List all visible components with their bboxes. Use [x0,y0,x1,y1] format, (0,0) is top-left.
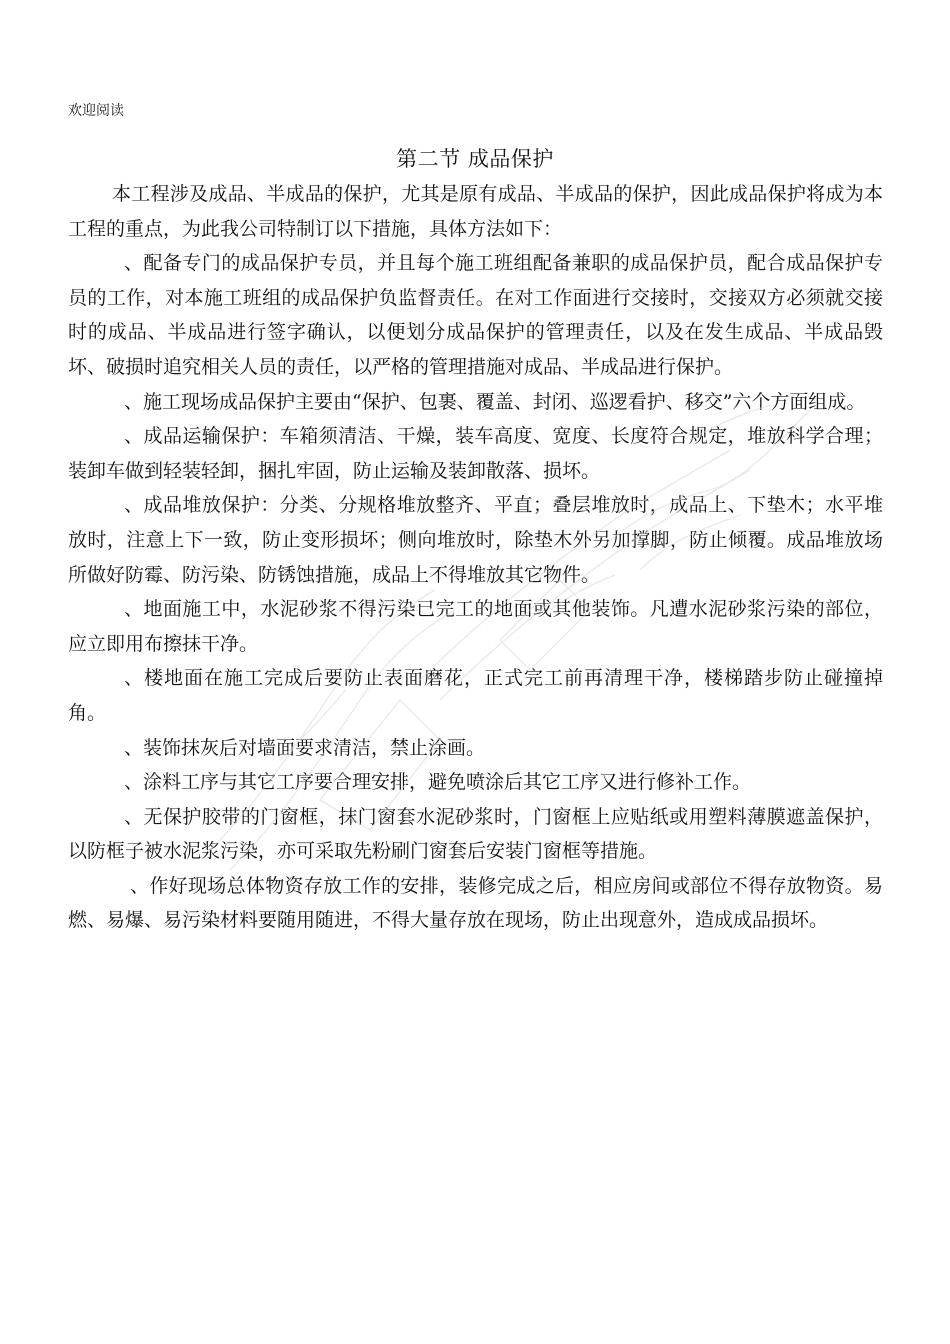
measure-paragraph-8: 、涂料工序与其它工序要合理安排，避免喷涂后其它工序又进行修补工作。 [124,771,752,794]
measure-paragraph-5: 、地面施工中，水泥砂浆不得污染已完工的地面或其他装饰。凡遭水泥砂浆污染的部位，应立即用布擦抹干净。 [68,598,883,655]
measure-paragraph-2: 、施工现场成品保护主要由“保护、包裹、覆盖、封闭、巡逻看护、移交”六个方面组成。 [124,390,866,413]
section-title: 第二节 成品保护 [396,147,554,171]
intro-paragraph: 本工程涉及成品、半成品的保护，尤其是原有成品、半成品的保护，因此成品保护将成为本工程的重点，为此我公司特制订以下措施，具体方法如下： [68,183,883,240]
measure-paragraph-7: 、装饰抹灰后对墙面要求清洁，禁止涂画。 [124,736,486,759]
header-note: 欢迎阅读 [68,103,124,119]
document-body [68,177,883,938]
measure-paragraph-9: 、无保护胶带的门窗框，抹门窗套水泥砂浆时，门窗框上应贴纸或用塑料薄膜遮盖保护，以防框子被水泥浆污染，亦可采取先粉刷门窗套后安装门窗框等措施。 [68,805,883,863]
measure-paragraph-10: 、作好现场总体物资存放工作的安排，装修完成之后，相应房间或部位不得存放物资。易燃、易爆、易污染材料要随用随进，不得大量存放在现场，防止出现意外，造成成品损坏。 [68,874,883,932]
measure-paragraph-1: 、配备专门的成品保护专员，并且每个施工班组配备兼职的成品保护员，配合成品保护专员的工作，对本施工班组的成品保护负监督责任。在对工作面进行交接时，交接双方必须就交接时的成品、半成品进行签字确认，以便划分成品保护的管理责任，以及在发生成品、半成品毁坏、破损时追究相关人员的责任，以严格的管理措施对成品、半成品进行保护。 [68,252,883,378]
measure-paragraph-6: 、楼地面在施工完成后要防止表面磨花，正式完工前再清理干净，楼梯踏步防止碰撞掉角。 [68,667,883,724]
measure-paragraph-3: 、成品运输保护：车箱须清洁、干燥，装车高度、宽度、长度符合规定，堆放科学合理；装卸车做到轻装轻卸，捆扎牢固，防止运输及装卸散落、损坏。 [68,425,883,482]
measure-paragraph-4: 、成品堆放保护：分类、分规格堆放整齐、平直；叠层堆放时，成品上、下垫木；水平堆放时，注意上下一致，防止变形损坏；侧向堆放时，除垫木外另加撑脚，防止倾覆。成品堆放场所做好防霉、防污染、防锈蚀措施，成品上不得堆放其它物件。 [68,494,883,586]
